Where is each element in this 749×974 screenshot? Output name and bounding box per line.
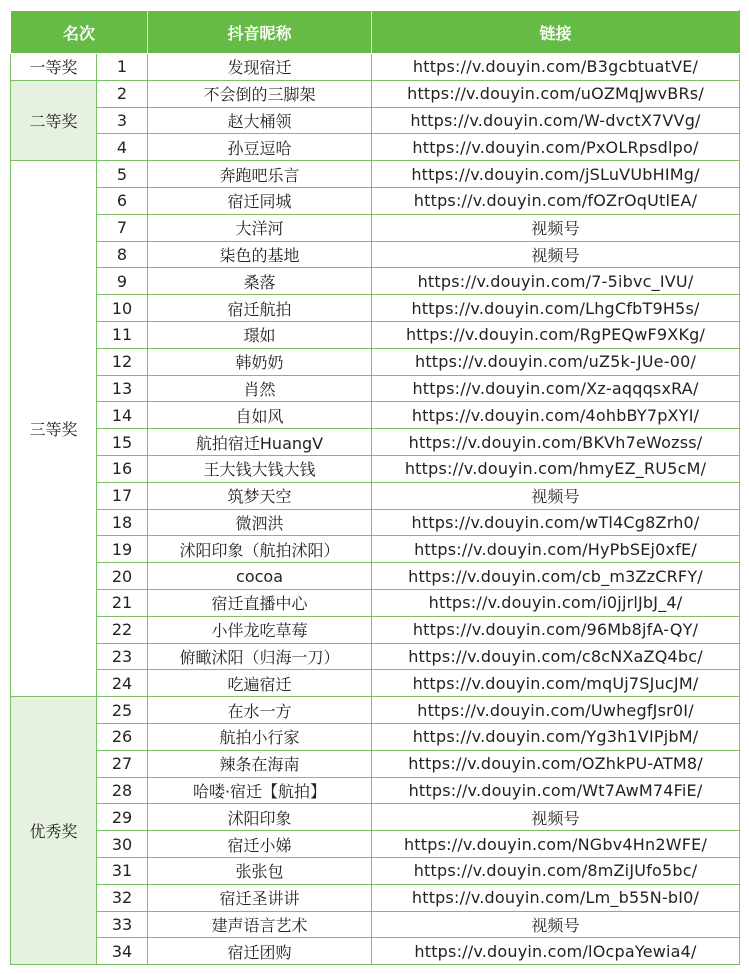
award-list-table-wrap [10, 10, 740, 965]
channel-type-cell: 视频号 [372, 804, 740, 831]
row-number-cell: 29 [97, 804, 148, 831]
table-row [11, 295, 740, 322]
video-link-cell[interactable]: https://v.douyin.com/Wt7AwM74FiE/ [372, 777, 740, 804]
douyin-nickname-cell: 大洋河 [148, 214, 372, 241]
douyin-nickname-cell: 璟如 [148, 321, 372, 348]
row-number-cell: 3 [97, 107, 148, 134]
table-row [11, 616, 740, 643]
table-row [11, 455, 740, 482]
video-link-cell[interactable]: https://v.douyin.com/7-5ibvc_IVU/ [372, 268, 740, 295]
video-link-cell[interactable]: https://v.douyin.com/UwhegfJsr0I/ [372, 697, 740, 724]
video-link-cell[interactable]: https://v.douyin.com/8mZiJUfo5bc/ [372, 857, 740, 884]
video-link-cell[interactable]: https://v.douyin.com/Xz-aqqqsxRA/ [372, 375, 740, 402]
table-row [11, 884, 740, 911]
row-number-cell: 32 [97, 884, 148, 911]
douyin-nickname-cell: 柒色的基地 [148, 241, 372, 268]
table-row [11, 348, 740, 375]
douyin-nickname-cell: 在水一方 [148, 697, 372, 724]
table-row [11, 134, 740, 161]
row-number-cell: 12 [97, 348, 148, 375]
douyin-nickname-cell: 不会倒的三脚架 [148, 80, 372, 107]
row-number-cell: 30 [97, 831, 148, 858]
channel-type-cell: 视频号 [372, 911, 740, 938]
douyin-nickname-cell: 孙豆逗哈 [148, 134, 372, 161]
video-link-cell[interactable]: https://v.douyin.com/uZ5k-JUe-00/ [372, 348, 740, 375]
video-link-cell[interactable]: https://v.douyin.com/hmyEZ_RU5cM/ [372, 455, 740, 482]
row-number-cell: 8 [97, 241, 148, 268]
douyin-nickname-cell: 建声语言艺术 [148, 911, 372, 938]
video-link-cell[interactable]: https://v.douyin.com/mqUj7SJucJM/ [372, 670, 740, 697]
table-row [11, 187, 740, 214]
header-link: 链接 [372, 11, 740, 54]
video-link-cell[interactable]: https://v.douyin.com/lOcpaYewia4/ [372, 938, 740, 965]
table-row [11, 54, 740, 81]
channel-type-cell: 视频号 [372, 482, 740, 509]
douyin-nickname-cell: 微泗洪 [148, 509, 372, 536]
table-row [11, 321, 740, 348]
douyin-nickname-cell: 航拍小行家 [148, 723, 372, 750]
video-link-cell[interactable]: https://v.douyin.com/4ohbBY7pXYI/ [372, 402, 740, 429]
row-number-cell: 31 [97, 857, 148, 884]
douyin-nickname-cell: 赵大桶领 [148, 107, 372, 134]
row-number-cell: 9 [97, 268, 148, 295]
douyin-nickname-cell: 桑落 [148, 268, 372, 295]
table-row [11, 536, 740, 563]
row-number-cell: 15 [97, 429, 148, 456]
table-row [11, 80, 740, 107]
video-link-cell[interactable]: https://v.douyin.com/Lm_b55N-bI0/ [372, 884, 740, 911]
douyin-nickname-cell: 宿迁直播中心 [148, 589, 372, 616]
row-number-cell: 7 [97, 214, 148, 241]
channel-type-cell: 视频号 [372, 214, 740, 241]
douyin-nickname-cell: 宿迁圣讲讲 [148, 884, 372, 911]
douyin-nickname-cell: 发现宿迁 [148, 54, 372, 81]
douyin-nickname-cell: 筑梦天空 [148, 482, 372, 509]
row-number-cell: 17 [97, 482, 148, 509]
video-link-cell[interactable]: https://v.douyin.com/NGbv4Hn2WFE/ [372, 831, 740, 858]
douyin-nickname-cell: 吃遍宿迁 [148, 670, 372, 697]
table-row [11, 938, 740, 965]
row-number-cell: 27 [97, 750, 148, 777]
douyin-nickname-cell: 小伴龙吃草莓 [148, 616, 372, 643]
table-row [11, 268, 740, 295]
video-link-cell[interactable]: https://v.douyin.com/96Mb8jfA-QY/ [372, 616, 740, 643]
video-link-cell[interactable]: https://v.douyin.com/PxOLRpsdlpo/ [372, 134, 740, 161]
header-name: 抖音昵称 [148, 11, 372, 54]
row-number-cell: 18 [97, 509, 148, 536]
row-number-cell: 4 [97, 134, 148, 161]
video-link-cell[interactable]: https://v.douyin.com/c8cNXaZQ4bc/ [372, 643, 740, 670]
row-number-cell: 28 [97, 777, 148, 804]
row-number-cell: 6 [97, 187, 148, 214]
row-number-cell: 16 [97, 455, 148, 482]
douyin-nickname-cell: 韩奶奶 [148, 348, 372, 375]
table-row [11, 482, 740, 509]
table-row [11, 161, 740, 188]
row-number-cell: 11 [97, 321, 148, 348]
table-row [11, 509, 740, 536]
row-number-cell: 10 [97, 295, 148, 322]
header-rank: 名次 [11, 11, 148, 54]
award-level-cell: 二等奖 [11, 80, 97, 160]
row-number-cell: 14 [97, 402, 148, 429]
table-row [11, 214, 740, 241]
row-number-cell: 2 [97, 80, 148, 107]
douyin-nickname-cell: 张张包 [148, 857, 372, 884]
row-number-cell: 19 [97, 536, 148, 563]
table-row [11, 429, 740, 456]
row-number-cell: 23 [97, 643, 148, 670]
douyin-nickname-cell: 宿迁团购 [148, 938, 372, 965]
video-link-cell[interactable]: https://v.douyin.com/OZhkPU-ATM8/ [372, 750, 740, 777]
row-number-cell: 26 [97, 723, 148, 750]
row-number-cell: 21 [97, 589, 148, 616]
table-row [11, 563, 740, 590]
row-number-cell: 20 [97, 563, 148, 590]
table-row [11, 857, 740, 884]
channel-type-cell: 视频号 [372, 241, 740, 268]
table-body [11, 54, 740, 965]
award-list-table [10, 10, 740, 965]
video-link-cell[interactable]: https://v.douyin.com/W-dvctX7VVg/ [372, 107, 740, 134]
row-number-cell: 1 [97, 54, 148, 81]
table-row [11, 643, 740, 670]
award-level-cell: 三等奖 [11, 161, 97, 697]
video-link-cell[interactable]: https://v.douyin.com/fOZrOqUtlEA/ [372, 187, 740, 214]
video-link-cell[interactable]: https://v.douyin.com/BKVh7eWozss/ [372, 429, 740, 456]
table-row [11, 777, 740, 804]
award-level-cell: 优秀奖 [11, 697, 97, 965]
table-row [11, 723, 740, 750]
table-row [11, 750, 740, 777]
table-row [11, 831, 740, 858]
table-row [11, 589, 740, 616]
douyin-nickname-cell: 辣条在海南 [148, 750, 372, 777]
video-link-cell[interactable]: https://v.douyin.com/i0jjrlJbJ_4/ [372, 589, 740, 616]
video-link-cell[interactable]: https://v.douyin.com/uOZMqJwvBRs/ [372, 80, 740, 107]
video-link-cell[interactable]: https://v.douyin.com/LhgCfbT9H5s/ [372, 295, 740, 322]
table-row [11, 241, 740, 268]
video-link-cell[interactable]: https://v.douyin.com/jSLuVUbHIMg/ [372, 161, 740, 188]
douyin-nickname-cell: 哈喽·宿迁【航拍】 [148, 777, 372, 804]
table-row [11, 670, 740, 697]
douyin-nickname-cell: 王大钱大钱大钱 [148, 455, 372, 482]
douyin-nickname-cell: 肖然 [148, 375, 372, 402]
row-number-cell: 24 [97, 670, 148, 697]
douyin-nickname-cell: 宿迁同城 [148, 187, 372, 214]
video-link-cell[interactable]: https://v.douyin.com/HyPbSEj0xfE/ [372, 536, 740, 563]
video-link-cell[interactable]: https://v.douyin.com/wTl4Cg8Zrh0/ [372, 509, 740, 536]
video-link-cell[interactable]: https://v.douyin.com/cb_m3ZzCRFY/ [372, 563, 740, 590]
row-number-cell: 34 [97, 938, 148, 965]
table-row [11, 911, 740, 938]
douyin-nickname-cell: 航拍宿迁HuangV [148, 429, 372, 456]
table-row [11, 375, 740, 402]
table-row [11, 107, 740, 134]
award-level-cell: 一等奖 [11, 54, 97, 81]
video-link-cell[interactable]: https://v.douyin.com/Yg3h1VIPjbM/ [372, 723, 740, 750]
douyin-nickname-cell: 自如风 [148, 402, 372, 429]
douyin-nickname-cell: cocoa [148, 563, 372, 590]
row-number-cell: 5 [97, 161, 148, 188]
video-link-cell[interactable]: https://v.douyin.com/B3gcbtuatVE/ [372, 54, 740, 81]
table-row [11, 697, 740, 724]
douyin-nickname-cell: 宿迁航拍 [148, 295, 372, 322]
table-row [11, 804, 740, 831]
row-number-cell: 33 [97, 911, 148, 938]
douyin-nickname-cell: 沭阳印象 [148, 804, 372, 831]
table-row [11, 402, 740, 429]
header-row [11, 11, 740, 54]
douyin-nickname-cell: 奔跑吧乐言 [148, 161, 372, 188]
douyin-nickname-cell: 俯瞰沭阳（归海一刀） [148, 643, 372, 670]
row-number-cell: 25 [97, 697, 148, 724]
douyin-nickname-cell: 沭阳印象（航拍沭阳） [148, 536, 372, 563]
row-number-cell: 13 [97, 375, 148, 402]
row-number-cell: 22 [97, 616, 148, 643]
douyin-nickname-cell: 宿迁小娣 [148, 831, 372, 858]
video-link-cell[interactable]: https://v.douyin.com/RgPEQwF9XKg/ [372, 321, 740, 348]
